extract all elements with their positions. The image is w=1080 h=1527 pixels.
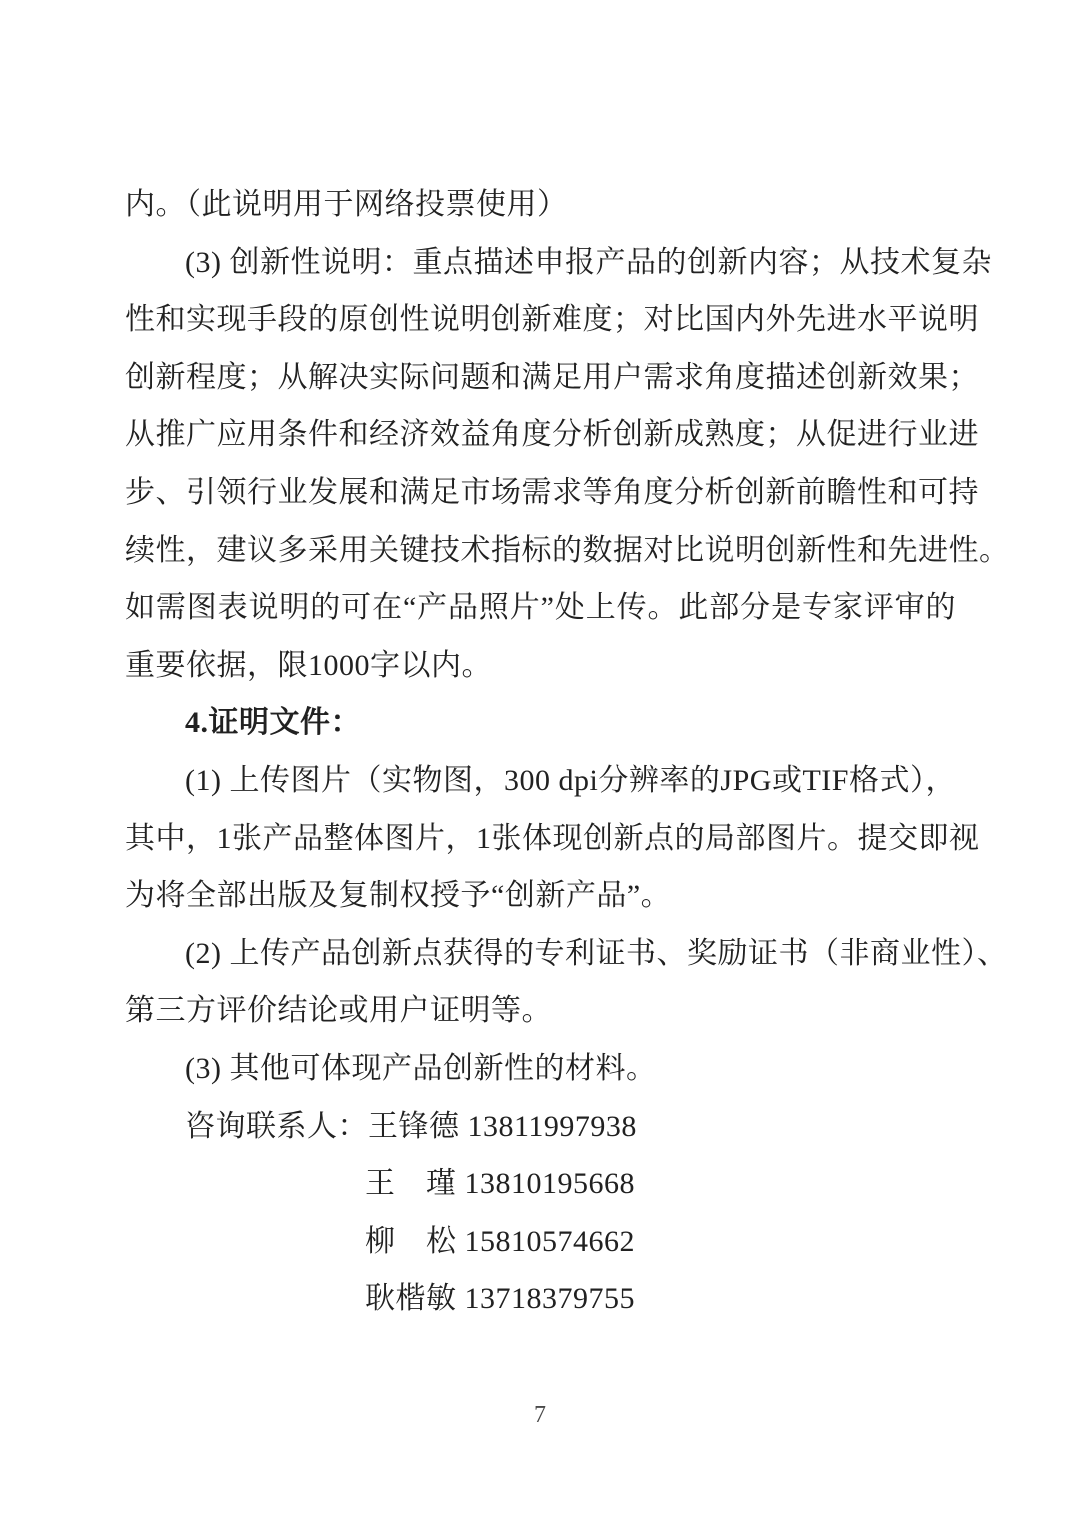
page-number: 7 [534,1402,546,1428]
innovation-paragraph-line-3: 创新程度；从解决实际问题和满足用户需求角度描述创新效果； [125,360,979,394]
contact-line-geng-kaimin: 耿楷敏 13718379755 [365,1282,635,1316]
innovation-paragraph-line-5: 步、引领行业发展和满足市场需求等角度分析创新前瞻性和可持 [125,475,979,509]
innovation-paragraph-line-2: 性和实现手段的原创性说明创新难度；对比国内外先进水平说明 [125,303,979,337]
contact-line-wang-jin: 王 瑾 13810195668 [365,1167,635,1201]
contact-line-liu-song: 柳 松 15810574662 [365,1224,635,1258]
certificate-paragraph-line-1: (2) 上传产品创新点获得的专利证书、奖励证书（非商业性）、 [185,936,1008,970]
certificate-paragraph-line-2: 第三方评价结论或用户证明等。 [125,994,552,1028]
carryover-line: 内。（此说明用于网络投票使用） [125,188,568,221]
other-materials-paragraph: (3) 其他可体现产品创新性的材料。 [185,1051,657,1085]
upload-image-paragraph-line-2: 其中，1张产品整体图片，1张体现创新点的局部图片。提交即视 [125,821,980,855]
upload-image-paragraph-line-1: (1) 上传图片（实物图，300 dpi分辨率的JPG或TIF格式）， [185,763,956,797]
upload-image-paragraph-line-3: 为将全部出版及复制权授予“创新产品”。 [125,879,672,913]
innovation-paragraph-line-4: 从推广应用条件和经济效益角度分析创新成熟度；从促进行业进 [125,418,979,452]
innovation-paragraph-line-6: 续性，建议多采用关键技术指标的数据对比说明创新性和先进性。 [125,533,1010,567]
contact-line-wang-fengde: 咨询联系人：王锋德 13811997938 [185,1109,637,1143]
innovation-paragraph-line-1: (3) 创新性说明：重点描述申报产品的创新内容；从技术复杂 [185,245,992,279]
innovation-paragraph-line-7: 如需图表说明的可在“产品照片”处上传。此部分是专家评审的 [125,591,956,625]
innovation-paragraph-line-8: 重要依据，限1000字以内。 [125,648,492,682]
document-body [125,176,1010,1328]
certificates-section-heading: 4.证明文件： [185,706,361,740]
